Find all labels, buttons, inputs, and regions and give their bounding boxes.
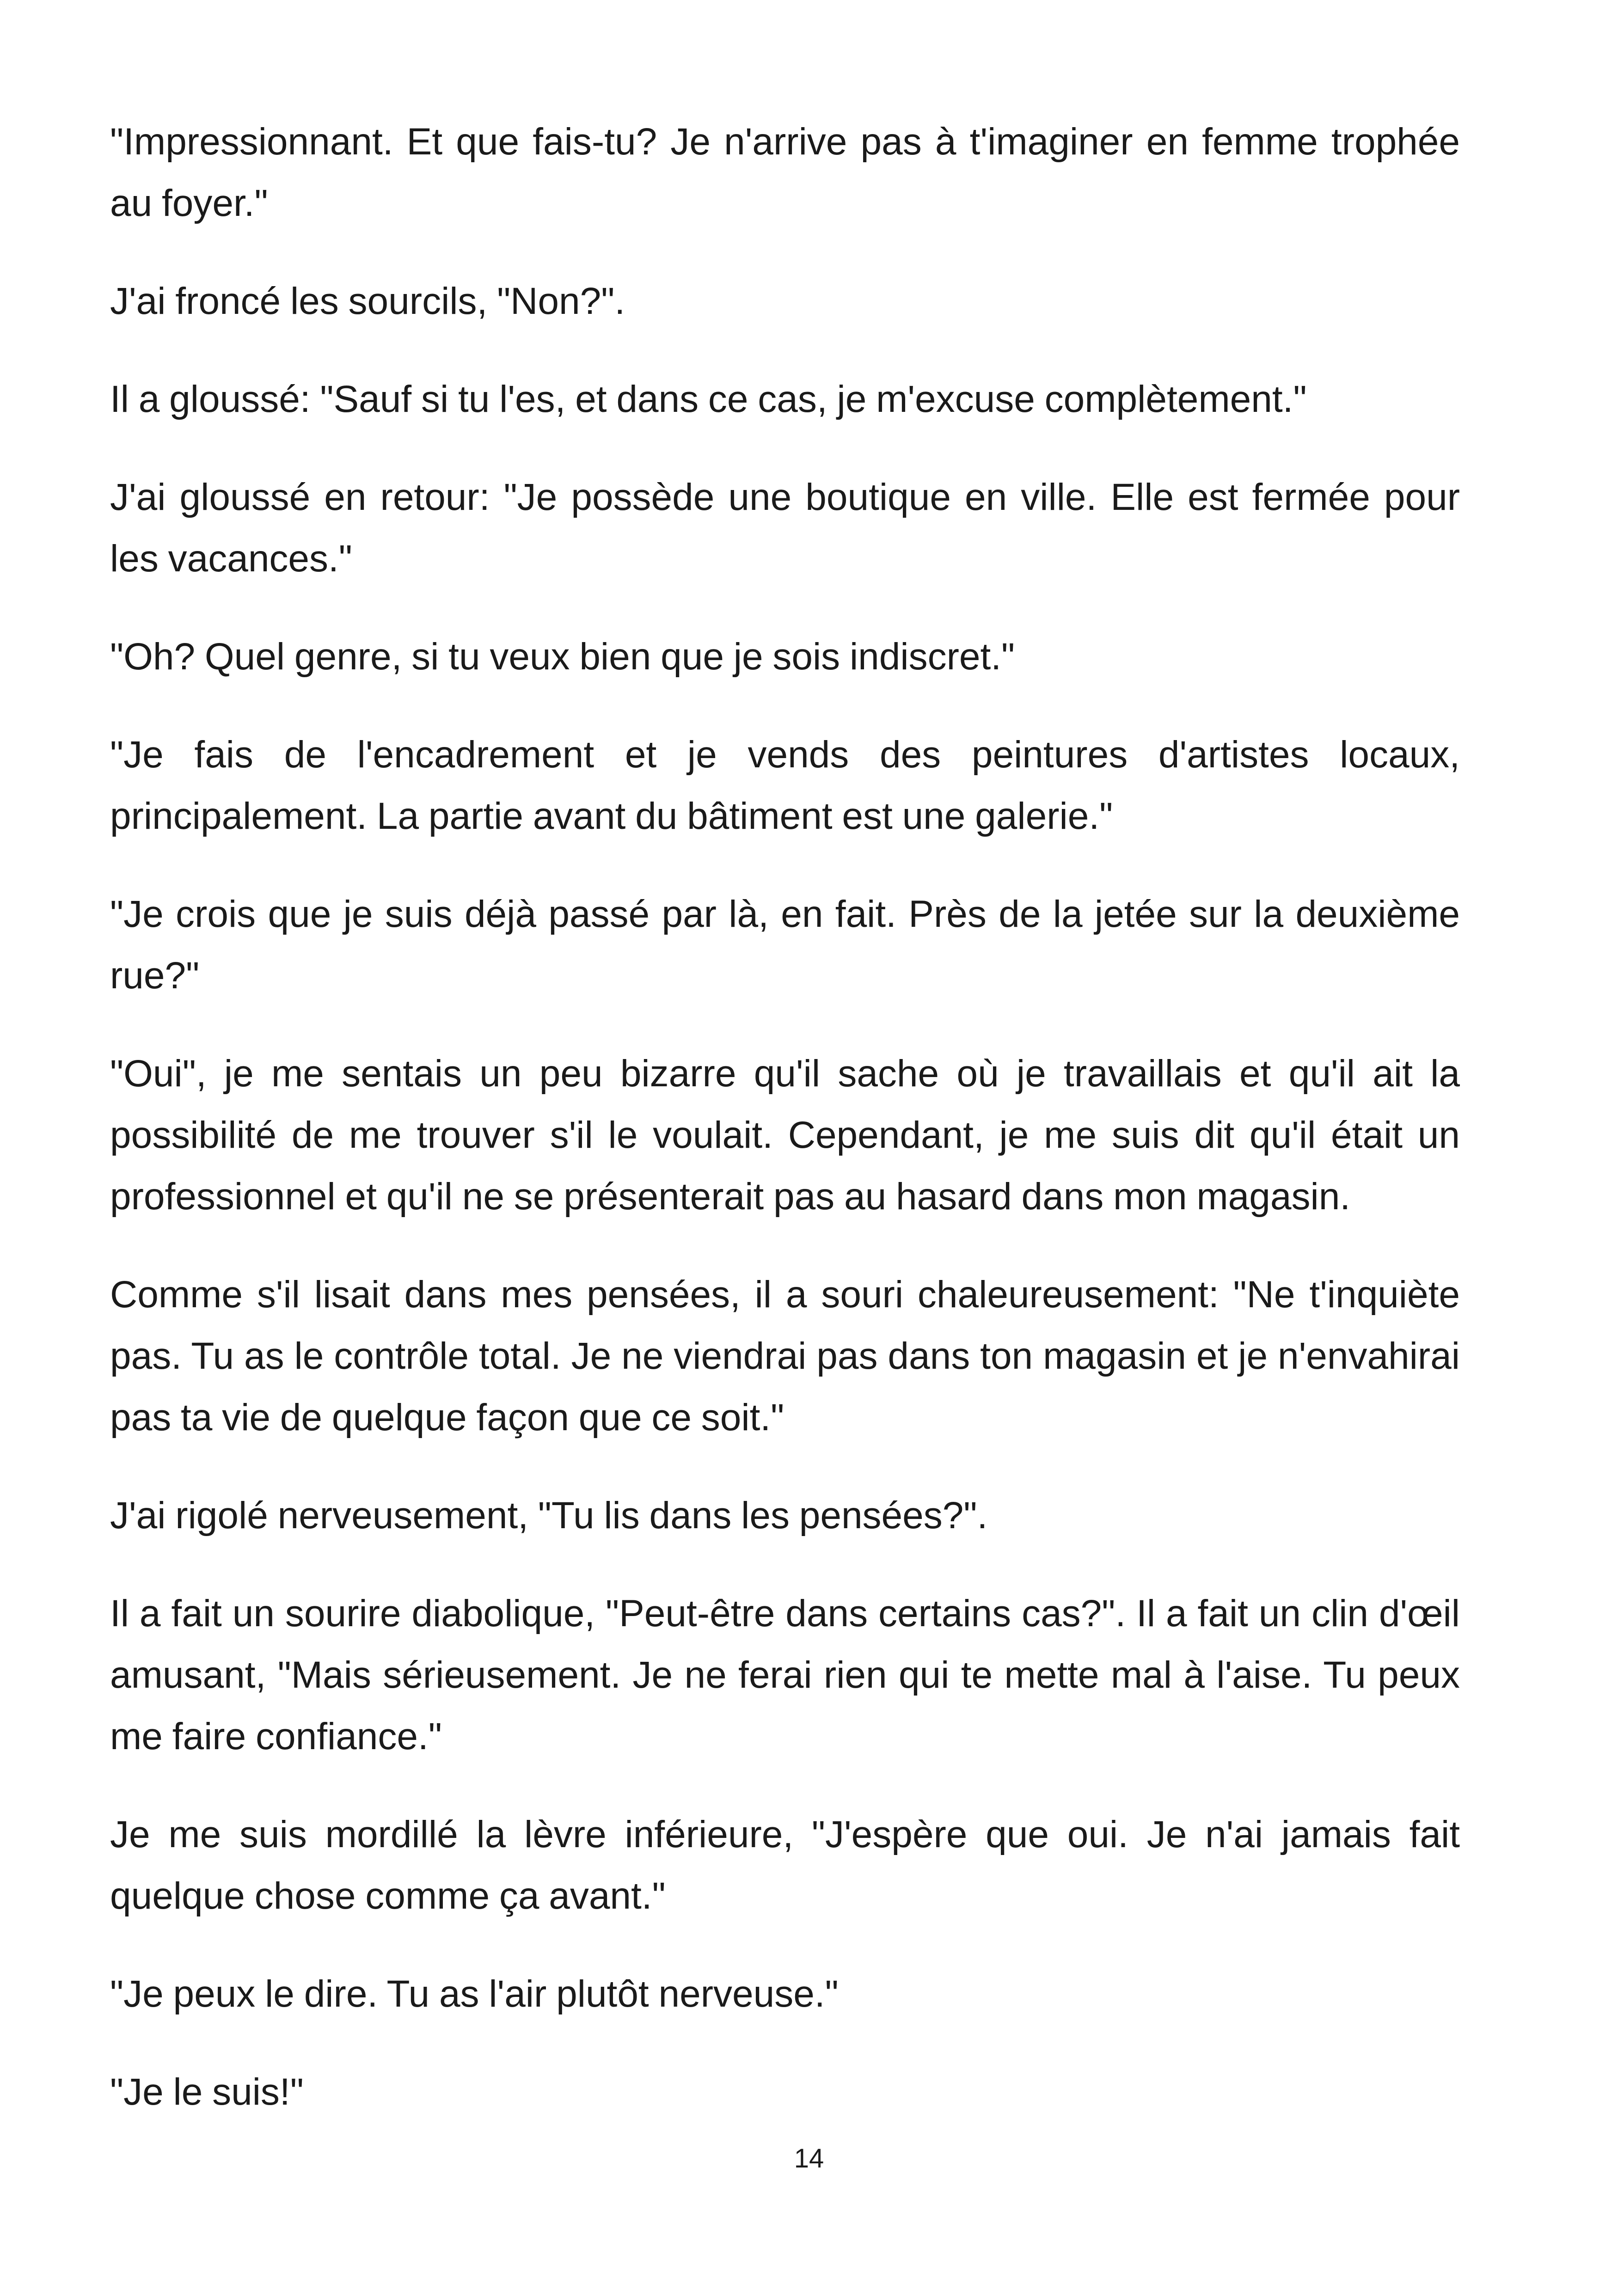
paragraph: "Oh? Quel genre, si tu veux bien que je sois indiscret." bbox=[110, 636, 1015, 678]
paragraph: Je me suis mordillé la lèvre inférieure, "J'espère que oui. Je n'ai jamais fait quelque chose comme ça avant." bbox=[110, 1813, 1460, 1917]
page-number: 14 bbox=[794, 2143, 824, 2174]
paragraph: "Oui", je me sentais un peu bizarre qu'il sache où je travaillais et qu'il ait la possibilité de me trouver s'il le voulait. Cependant, je me suis dit qu'il était un professionnel et qu'il ne se présenterait pas au hasard dans mon magasin. bbox=[110, 1053, 1460, 1218]
paragraph: "Je peux le dire. Tu as l'air plutôt nerveuse." bbox=[110, 1973, 839, 2015]
body-text bbox=[110, 111, 1460, 2123]
paragraph: Il a gloussé: "Sauf si tu l'es, et dans ce cas, je m'excuse complètement." bbox=[110, 378, 1307, 420]
paragraph: J'ai rigolé nerveusement, "Tu lis dans les pensées?". bbox=[110, 1494, 988, 1537]
paragraph: "Je le suis!" bbox=[110, 2071, 304, 2113]
paragraph: Comme s'il lisait dans mes pensées, il a souri chaleureusement: "Ne t'inquiète pas. Tu as le contrôle total. Je ne viendrai pas dans ton magasin et je n'envahirai pas ta vie de quelque façon que ce soit." bbox=[110, 1274, 1460, 1439]
paragraph: "Je crois que je suis déjà passé par là, en fait. Près de la jetée sur la deuxième rue?" bbox=[110, 893, 1460, 997]
paragraph: "Impressionnant. Et que fais-tu? Je n'arrive pas à t'imaginer en femme trophée au foyer." bbox=[110, 121, 1460, 224]
paragraph: "Je fais de l'encadrement et je vends des peintures d'artistes locaux, principalement. La partie avant du bâtiment est une galerie." bbox=[110, 734, 1460, 837]
paragraph: Il a fait un sourire diabolique, "Peut-être dans certains cas?". Il a fait un clin d'œil amusant, "Mais sérieusement. Je ne ferai rien qui te mette mal à l'aise. Tu peux me faire confiance." bbox=[110, 1592, 1460, 1757]
paragraph: J'ai gloussé en retour: "Je possède une boutique en ville. Elle est fermée pour les vacances." bbox=[110, 476, 1460, 580]
paragraph: J'ai froncé les sourcils, "Non?". bbox=[110, 280, 625, 322]
